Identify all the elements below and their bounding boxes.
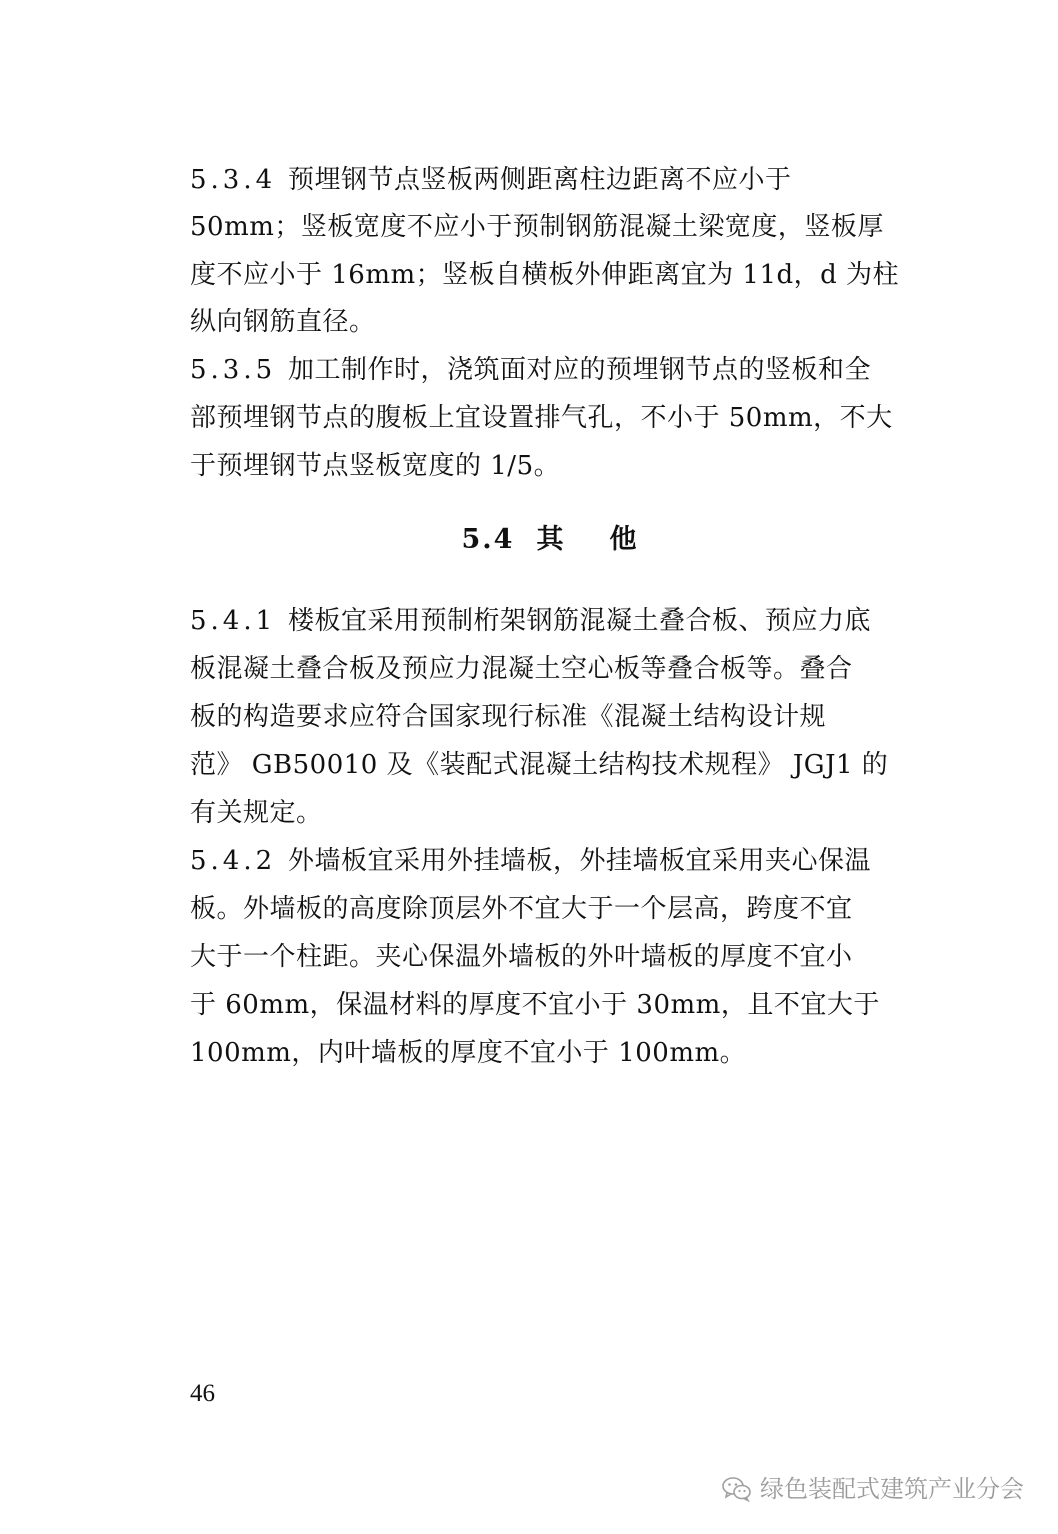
section-heading	[0, 524, 1058, 556]
clause-5-4-2-line-1	[190, 846, 871, 876]
clause-5-3-4-line-1	[190, 165, 792, 195]
clause-text: 预埋钢节点竖板两侧距离柱边距离不应小于	[288, 165, 792, 195]
section-title: 其他	[536, 524, 683, 555]
watermark-text: 绿色装配式建筑产业分会	[760, 1475, 1024, 1503]
wechat-icon	[722, 1476, 752, 1502]
clause-number: 5.4.1	[190, 606, 277, 636]
clause-text: 加工制作时，浇筑面对应的预埋钢节点的竖板和全	[288, 355, 872, 385]
page-number: 46	[190, 1380, 215, 1407]
clause-5-3-4-line-2: 50mm；竖板宽度不应小于预制钢筋混凝土梁宽度，竖板厚	[190, 212, 884, 242]
clause-5-4-1-line-2: 板混凝土叠合板及预应力混凝土空心板等叠合板等。叠合	[190, 654, 853, 684]
clause-5-4-2-line-4: 于 60mm，保温材料的厚度不宜小于 30mm，且不宜大于	[190, 990, 880, 1020]
clause-5-3-5-line-1	[190, 355, 871, 385]
clause-5-4-2-line-3: 大于一个柱距。夹心保温外墙板的外叶墙板的厚度不宜小	[190, 942, 853, 972]
clause-5-4-1-line-4: 范》 GB50010 及《装配式混凝土结构技术规程》 JGJ1 的	[190, 750, 889, 780]
clause-5-3-4-line-4: 纵向钢筋直径。	[190, 307, 376, 337]
clause-5-4-1-line-3: 板的构造要求应符合国家现行标准《混凝土结构设计规	[190, 702, 827, 732]
clause-text: 外墙板宜采用外挂墙板，外挂墙板宜采用夹心保温	[288, 846, 872, 876]
clause-5-3-4-line-3: 度不应小于 16mm；竖板自横板外伸距离宜为 11d，d 为柱	[190, 260, 900, 290]
clause-5-4-2-line-5: 100mm，内叶墙板的厚度不宜小于 100mm。	[190, 1038, 747, 1068]
clause-5-3-5-line-2: 部预埋钢节点的腹板上宜设置排气孔，不小于 50mm，不大	[190, 403, 893, 433]
clause-5-4-1-line-1	[190, 606, 871, 636]
clause-number: 5.3.5	[190, 355, 277, 385]
clause-5-4-2-line-2: 板。外墙板的高度除顶层外不宜大于一个层高，跨度不宜	[190, 894, 853, 924]
clause-text: 楼板宜采用预制桁架钢筋混凝土叠合板、预应力底	[288, 606, 872, 636]
clause-5-4-1-line-5: 有关规定。	[190, 798, 323, 828]
clause-5-3-5-line-3: 于预埋钢节点竖板宽度的 1/5。	[190, 451, 561, 481]
clause-number: 5.4.2	[190, 846, 277, 876]
section-number: 5.4	[461, 524, 515, 555]
watermark	[722, 1474, 1024, 1504]
clause-number: 5.3.4	[190, 165, 277, 195]
